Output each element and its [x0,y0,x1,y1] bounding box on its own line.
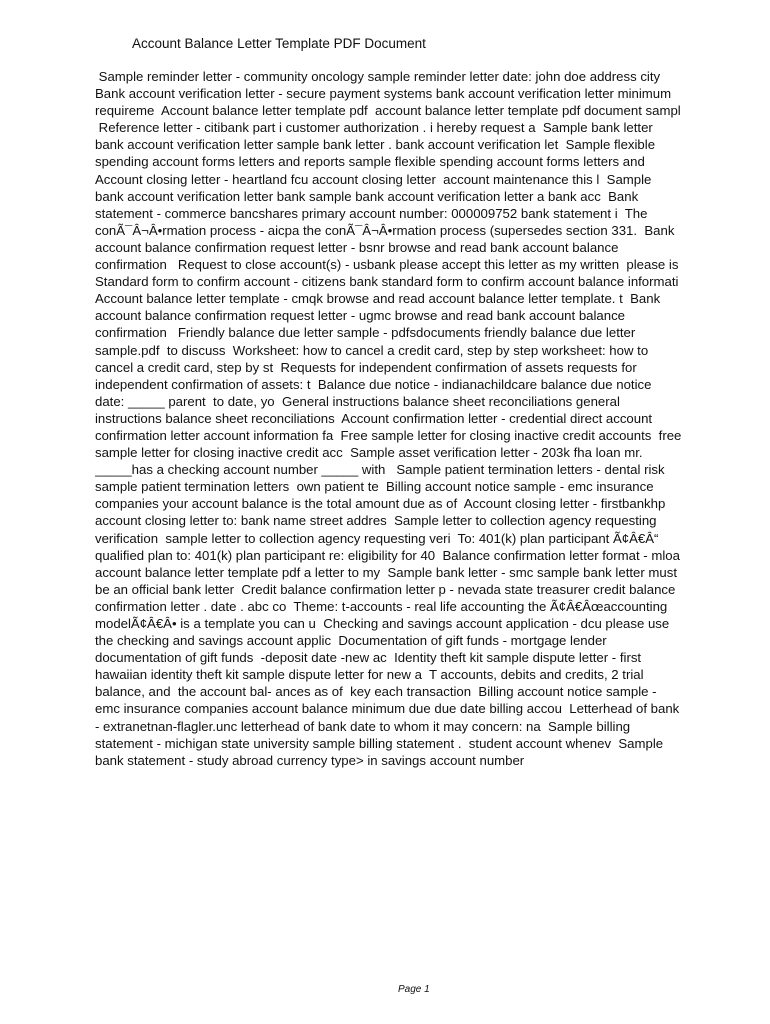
body-line: account balance confirmation request letter - ugmc browse and read bank account balance [95,308,626,324]
body-line: bank statement - study abroad currency type> in savings account number [95,752,525,768]
body-line: bank account verification letter bank sample bank account verification letter a bank acc Bank [95,188,639,204]
body-line: conÃ¯Â¬Â•rmation process - aicpa the conÃ¯Â¬Â•rmation process (supersedes section 331. Bank [95,222,675,238]
body-line: date: _____ parent to date, yo General instructions balance sheet reconciliations general [95,393,620,409]
body-line: hawaiian identity theft kit sample dispute letter for new a T accounts, debits and credits, 2 trial [95,667,644,683]
body-line: account balance confirmation request letter - bsnr browse and read bank account balance [95,239,619,255]
body-line: emc insurance companies account balance minimum due due date billing accou Letterhead of bank [95,701,680,717]
body-line: qualified plan to: 401(k) plan participant re: eligibility for 40 Balance confirmation letter format - mloa [95,547,680,563]
body-line: independent confirmation of assets: t Balance due notice - indianachildcare balance due notice [95,376,652,392]
body-line: Account closing letter - heartland fcu account closing letter account maintenance this l Sample [95,171,652,187]
body-line: Account balance letter template - cmqk browse and read account balance letter template. t Bank [95,291,661,307]
body-line: be an official bank letter Credit balance confirmation letter p - nevada state treasurer credit balance [95,581,676,597]
body-line: companies your account balance is the total amount due as of Account closing letter - firstbankhp [95,496,666,512]
body-line: cancel a credit card, step by st Requests for independent confirmation of assets requests for [95,359,637,375]
body-line: account balance letter template pdf a letter to my Sample bank letter - smc sample bank letter must [95,564,677,580]
body-line: verification sample letter to collection agency requesting veri To: 401(k) plan participant Ã¢Â€Â“ [95,530,659,546]
document-title: Account Balance Letter Template PDF Document [132,36,426,51]
body-line: Standard form to confirm account - citizens bank standard form to confirm account balance informati [95,274,679,290]
body-line: - extranetnan-flagler.unc letterhead of bank date to whom it may concern: na Sample billing [95,718,631,734]
body-line: balance, and the account bal- ances as of key each transaction Billing account notice sample - [95,684,657,700]
body-line: _____has a checking account number _____ with Sample patient termination letters - dental risk [95,462,665,478]
body-line: Reference letter - citibank part i customer authorization . i hereby request a Sample bank letter [95,120,653,136]
body-line: modelÃ¢Â€Â• is a template you can u Checking and savings account application - dcu please use [95,616,670,631]
body-line: confirmation letter . date . abc co Theme: t-accounts - real life accounting the Ã¢Â€Âœaccounting [95,598,668,614]
body-line: Sample reminder letter - community oncology sample reminder letter date: john doe address city [95,69,661,84]
body-line: instructions balance sheet reconciliations Account confirmation letter - credential direct account [95,410,653,426]
body-line: sample letter for closing inactive credit acc Sample asset verification letter - 203k fha loan mr. [95,445,643,461]
body-line: the checking and savings account applic Documentation of gift funds - mortgage lender [95,633,607,649]
body-line: documentation of gift funds -deposit date -new ac Identity theft kit sample dispute letter - first [95,650,642,666]
body-line: Bank account verification letter - secure payment systems bank account verification letter minimum [95,86,672,102]
document-body [95,68,745,769]
body-line: account closing letter to: bank name street addres Sample letter to collection agency requesting [95,513,657,529]
body-line: bank account verification letter sample bank letter . bank account verification let Sample flexible [95,137,656,153]
body-line: sample.pdf to discuss Worksheet: how to cancel a credit card, step by step worksheet: how to [95,342,649,358]
body-line: statement - michigan state university sample billing statement . student account whenev Sample [95,735,664,751]
body-line: confirmation Request to close account(s) - usbank please accept this letter as my written please is [95,257,679,273]
page-number: Page 1 [398,984,430,995]
body-line: sample patient termination letters own patient te Billing account notice sample - emc insurance [95,479,654,495]
body-line: requireme Account balance letter template pdf account balance letter template pdf document sampl [95,103,681,119]
body-line: spending account forms letters and reports sample flexible spending account forms letters and [95,154,645,170]
body-line: confirmation Friendly balance due letter sample - pdfsdocuments friendly balance due letter [95,325,636,341]
body-line: confirmation letter account information fa Free sample letter for closing inactive credit accounts free [95,427,682,443]
body-line: statement - commerce bancshares primary account number: 000009752 bank statement i The [95,205,648,221]
